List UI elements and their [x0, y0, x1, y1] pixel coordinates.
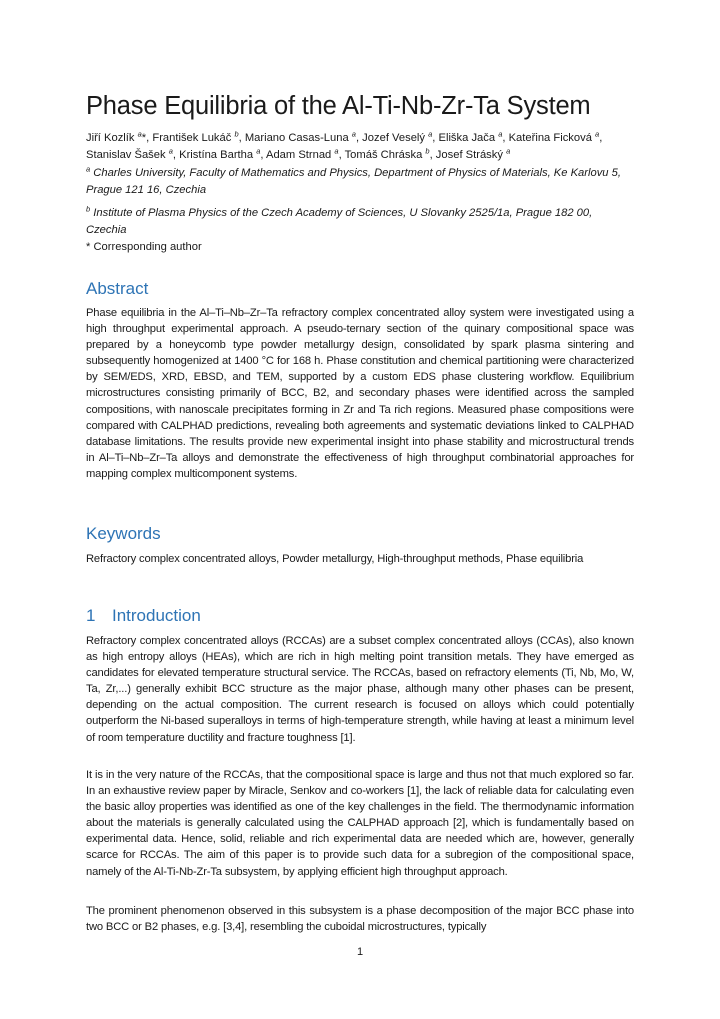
- keywords-text: Refractory complex concentrated alloys, Powder metallurgy, High-throughput methods, Phase equilibria: [86, 553, 584, 565]
- author-list: [86, 130, 634, 163]
- paper-title: Phase Equilibria of the Al-Ti-Nb-Zr-Ta System: [86, 92, 591, 120]
- affiliation-mark: a: [256, 145, 261, 155]
- introduction-heading: [86, 606, 201, 626]
- affiliation-mark: a: [428, 129, 433, 139]
- affiliation-text: Institute of Plasma Physics of the Czech Academy of Sciences, U Slovanky 2525/1a, Prague 182 00, Czechia: [86, 207, 593, 236]
- section-number: 1: [86, 606, 96, 625]
- affiliation-mark: a: [595, 129, 600, 139]
- affiliation-mark: a: [137, 129, 142, 139]
- author-separator: ,: [599, 132, 603, 144]
- author-name: , Eliška Jača: [432, 132, 499, 144]
- affiliation-mark: a: [168, 145, 173, 155]
- corresponding-mark: *: [141, 132, 147, 144]
- author-name: , Mariano Casas-Luna: [238, 132, 352, 144]
- keywords-heading: Keywords: [86, 524, 161, 543]
- affiliation-b: [86, 205, 634, 238]
- author-name: , Josef Stráský: [429, 148, 507, 161]
- author-name: , Jozef Veselý: [355, 132, 429, 144]
- affiliation-mark: a: [86, 164, 91, 174]
- affiliation-mark: a: [351, 129, 356, 139]
- affiliation-mark: b: [425, 145, 430, 155]
- author-name: , Adam Strnad: [260, 148, 335, 161]
- abstract-text: Phase equilibria in the Al–Ti–Nb–Zr–Ta refractory complex concentrated alloy system were investigated using a high throughput experimental approach. A pseudo-ternary section of the quinary compositional space was prepared by a honeycomb type powder metallurgy design, consolidated by spark plasma sintering and subsequently homogenized at 1400 °C for 168 h. Phase constitution and chemical partitioning were characterized by SEM/EDS, XRD, EBSD, and TEM, supported by a custom EDS phase clustering workflow. Equilibrium microstructures consisting primarily of BCC, B2, and secondary phases were identified across the sampled compositions, with nanoscale precipitates forming in Zr and Ta rich regions. Measured phase compositions were compared with CALPHAD predictions, revealing both agreements and systematic deviations linked to CALPHAD database limitations. The results provide new experimental insight into phase stability and microstructural trends in Al–Ti–Nb–Zr–Ta alloys and demonstrate the effectiveness of high throughput combinatorial approaches for mapping complex multicomponent systems.: [86, 307, 634, 480]
- affiliation-mark: a: [506, 145, 511, 155]
- author-line-1: [86, 130, 634, 147]
- author-name: , Kateřina Ficková: [502, 132, 596, 144]
- corresponding-author-note: * Corresponding author: [86, 241, 202, 253]
- affiliation-mark: a: [498, 129, 503, 139]
- author-name: Stanislav Šašek: [86, 148, 169, 161]
- affiliation-text: Charles University, Faculty of Mathematics and Physics, Department of Physics of Materials, Ke Karlovu 5, Prague 121 16, Czechia: [86, 167, 621, 196]
- intro-paragraph-2: It is in the very nature of the RCCAs, that the compositional space is large and thus not that much explored so far. In an exhaustive review paper by Miracle, Senkov and co-workers [1], the lack of reliable data for calculating even the basic alloy properties was identified as one of the key challenges in the field. The thermodynamic information about the materials is generally calculated using the CALPHAD approach [2], which is fundamentally based on experimental data. Hence, solid, reliable and rich experimental data are needed which are, however, generally scarce for RCCAs. The aim of this paper is to provide such data for a subregion of the compositional space, namely of the Al-Ti-Nb-Zr-Ta subsystem, by applying efficient high throughput approach.: [86, 769, 634, 878]
- affiliation-mark: a: [334, 145, 339, 155]
- author-name: , František Lukáč: [146, 132, 235, 144]
- intro-paragraph-1: Refractory complex concentrated alloys (RCCAs) are a subset complex concentrated alloys (CCAs), also known as high entropy alloys (HEAs), which are rich in high melting point transition metals. They have emerged as candidates for elevated temperature structural service. The RCCAs, based on refractory elements (Ti, Nb, Mo, W, Ta, Zr,...) generally exhibit BCC structure as the major phase, although many other phases can be present, depending on the actual composition. The current research is focused on alloys which could potentially outperform the Ni-based superalloys in terms of high-temperature strength, while having at least a minimum level of room temperature ductility and fracture toughness [1].: [86, 635, 634, 744]
- affiliation-mark: b: [234, 129, 239, 139]
- section-title: Introduction: [112, 606, 201, 625]
- abstract-heading: Abstract: [86, 279, 149, 298]
- author-name: Jiří Kozlík: [86, 132, 138, 144]
- page-number: 1: [357, 946, 364, 958]
- intro-paragraph-3: The prominent phenomenon observed in this subsystem is a phase decomposition of the major BCC phase into two BCC or B2 phases, e.g. [3,4], resembling the cuboidal microstructures, typically: [86, 905, 634, 934]
- author-name: , Tomáš Chráska: [338, 148, 426, 161]
- affiliation-mark: b: [86, 204, 91, 214]
- author-line-2: [86, 147, 634, 164]
- affiliation-a: [86, 165, 634, 198]
- author-name: , Kristína Bartha: [172, 148, 257, 161]
